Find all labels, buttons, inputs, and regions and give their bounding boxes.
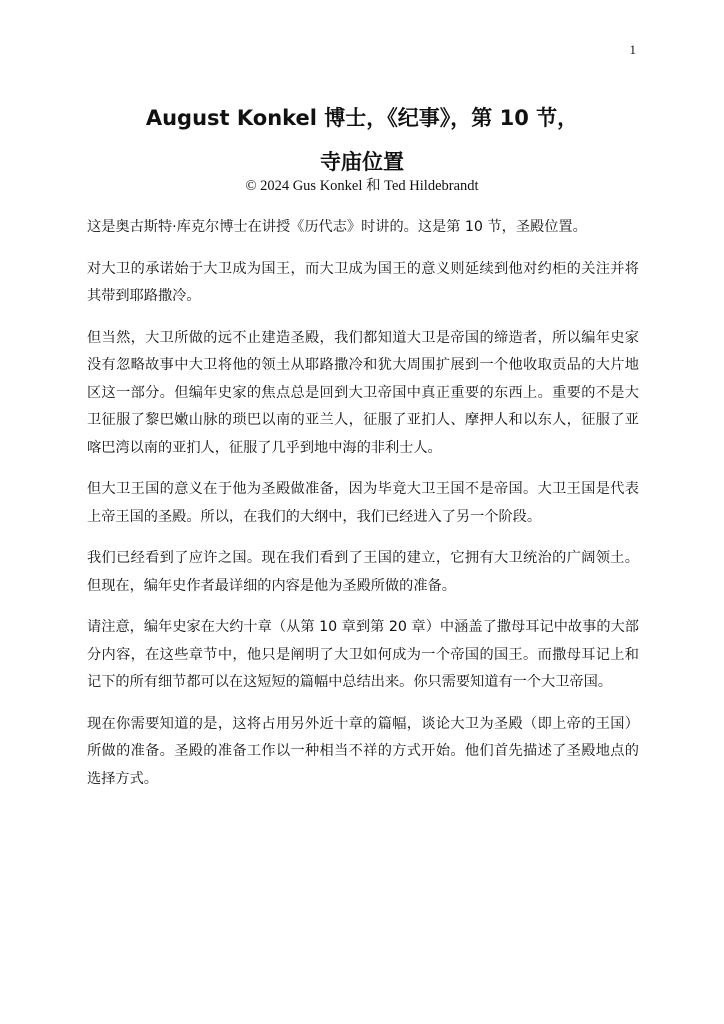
title-line-1: August Konkel 博士，《纪事》，第 10 节， xyxy=(145,106,579,130)
paragraph-3: 但当然，大卫所做的远不止建造圣殿，我们都知道大卫是帝国的缔造者，所以编年史家没有忽略故事中大卫将他的领土从耶路撒冷和犹大周围扩展到一个他收取贡品的大片地区这一部分。但编年史家的焦点总是回到大卫帝国中真正重要的东西上。重要的不是大卫征服了黎巴嫩山脉的琐巴以南的亚兰人，征服了亚扪人、摩押人和以东人，征服了亚喀巴湾以南的亚扪人，征服了几乎到地中海的非利士人。 xyxy=(87,329,639,456)
paragraph-2: 对大卫的承诺始于大卫成为国王，而大卫成为国王的意义则延续到他对约柜的关注并将其带到耶路撒冷。 xyxy=(87,260,639,304)
paragraph-4: 但大卫王国的意义在于他为圣殿做准备，因为毕竟大卫王国不是帝国。大卫王国是代表上帝王国的圣殿。所以，在我们的大纲中，我们已经进入了另一个阶段。 xyxy=(87,481,639,525)
page-number: 1 xyxy=(629,42,636,57)
paragraph-7: 现在你需要知道的是，这将占用另外近十章的篇幅，谈论大卫为圣殿（即上帝的王国）所做的准备。圣殿的准备工作以一种相当不祥的方式开始。他们首先描述了圣殿地点的选择方式。 xyxy=(87,715,639,787)
document-body xyxy=(87,214,639,807)
copyright-line: © 2024 Gus Konkel 和 Ted Hildebrandt xyxy=(245,178,479,194)
document-title xyxy=(60,96,664,184)
paragraph-1: 这是奥古斯特·库克尔博士在讲授《历代志》时讲的。这是第 10 节，圣殿位置。 xyxy=(87,219,587,235)
paragraph-6: 请注意，编年史家在大约十章（从第 10 章到第 20 章）中涵盖了撒母耳记中故事的大部分内容，在这些章节中，他只是阐明了大卫如何成为一个帝国的国王。而撒母耳记上和记下的所有细节都可以在这短短的篇幅中总结出来。你只需要知道有一个大卫帝国。 xyxy=(87,619,639,690)
paragraph-5: 我们已经看到了应许之国。现在我们看到了王国的建立，它拥有大卫统治的广阔领土。但现在，编年史作者最详细的内容是他为圣殿所做的准备。 xyxy=(87,550,639,594)
title-line-2: 寺庙位置 xyxy=(320,150,404,174)
